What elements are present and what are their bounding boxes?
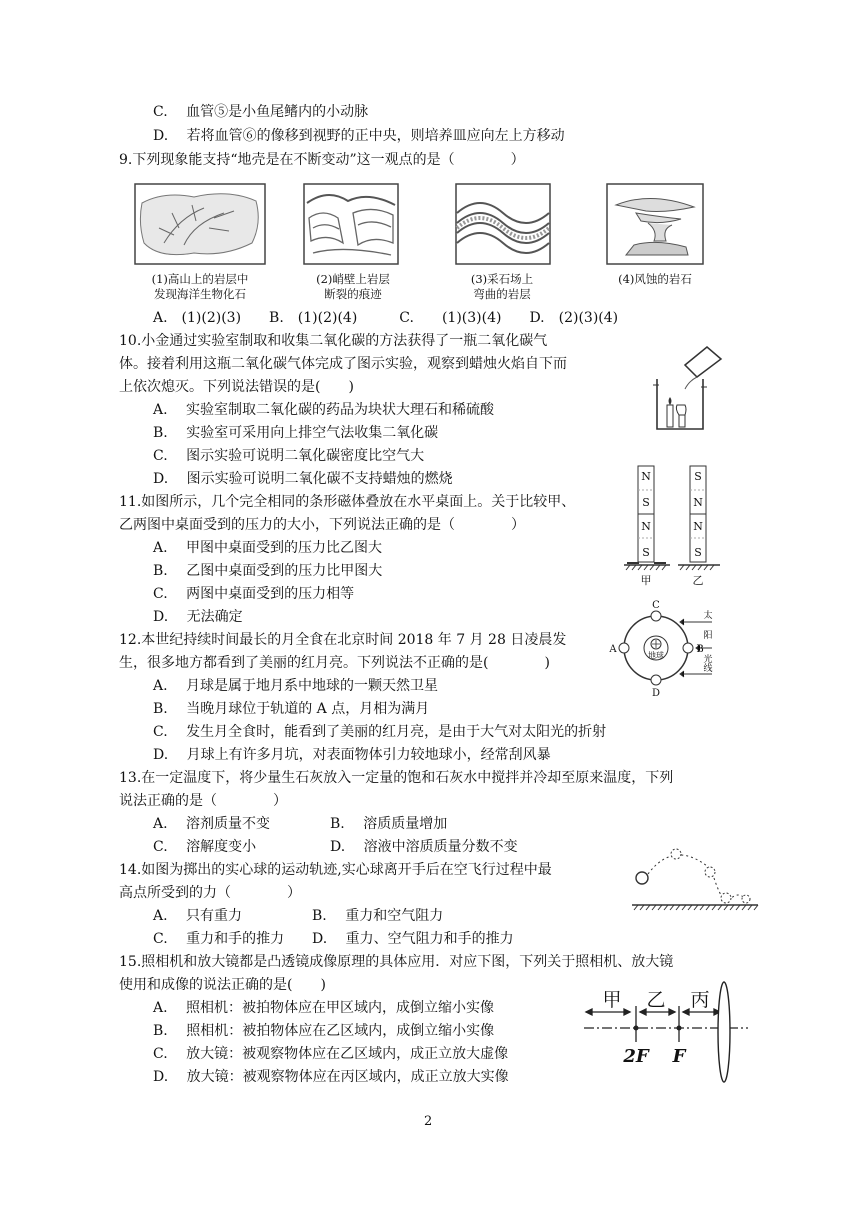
q9-figure-eroded-rock: [606, 183, 704, 269]
q14-option-a: A. 只有重力: [153, 908, 243, 924]
q12-option-c: C. 发生月全食时，能看到了美丽的红月亮，是由于大气对太阳光的折射: [153, 724, 607, 740]
q14-stem-line1: 14.如图为掷出的实心球的运动轨迹,实心球离开手后在空飞行过程中最: [119, 862, 552, 878]
magnet-left-label-2: S: [642, 496, 650, 509]
q11-magnets-figure: [622, 460, 722, 594]
q12-option-b: B. 当晚月球位于轨道的 A 点，月相为满月: [153, 701, 430, 717]
q9-caption-4: (4)风蚀的岩石: [618, 272, 692, 286]
q13-option-b: B. 溶质质量增加: [330, 816, 448, 832]
magnet-figure-yi: 乙: [692, 574, 704, 587]
q13-stem-line1: 13.在一定温度下，将少量生石灰放入一定量的饱和石灰水中搅拌并冷却至原来温度，下列: [119, 770, 674, 786]
q10-stem-line2: 体。接着利用这瓶二氧化碳气体完成了图示实验，观察到蜡烛火焰自下而: [119, 356, 567, 372]
earth-label: 地球: [648, 651, 664, 660]
sunlight-label-4: 线: [703, 664, 713, 674]
q14-option-b: B. 重力和空气阻力: [312, 908, 444, 924]
q12-stem-line2: 生，很多地方都看到了美丽的红月亮。下列说法不正确的是( ): [119, 655, 550, 671]
q12-moon-orbit-figure: [608, 598, 718, 702]
q10-option-b: B. 实验室可采用向上排空气法收集二氧化碳: [153, 425, 439, 441]
orbit-point-c: C: [652, 600, 660, 611]
q13-option-d: D. 溶液中溶质质量分数不变: [330, 839, 518, 855]
q11-option-b: B. 乙图中桌面受到的压力比甲图大: [153, 563, 383, 579]
q9-figure-cliff: [303, 183, 399, 269]
q8-option-c: C. 血管⑤是小鱼尾鳍内的小动脉: [153, 104, 369, 120]
q13-option-a: A. 溶剂质量不变: [153, 816, 271, 832]
q13-stem-line2: 说法正确的是（ ）: [119, 793, 287, 809]
magnet-left-label-3: N: [641, 520, 651, 533]
q9-caption-2: (2)峭壁上岩层 断裂的痕迹: [316, 272, 390, 301]
q9-figure-fossil: [134, 183, 266, 269]
q8-option-d: D. 若将血管⑥的像移到视野的正中央，则培养皿应向左上方移动: [153, 128, 565, 144]
q15-stem-line2: 使用和成像的说法正确的是( ): [119, 977, 326, 993]
q14-ball-trajectory-figure: [630, 842, 760, 916]
orbit-point-a: A: [609, 644, 617, 655]
q15-option-a: A. 照相机：被拍物体应在甲区域内，成倒立缩小实像: [153, 1000, 495, 1016]
q15-option-b: B. 照相机：被拍物体应在乙区域内，成倒立缩小实像: [153, 1023, 495, 1039]
q15-lens-figure: [580, 980, 750, 1090]
q11-option-c: C. 两图中桌面受到的压力相等: [153, 586, 355, 602]
q14-stem-line2: 高点所受到的力（ ）: [119, 885, 301, 901]
q14-option-c: C. 重力和手的推力: [153, 931, 285, 947]
region-bing-label: 丙: [690, 989, 710, 1011]
magnet-right-label-1: S: [694, 470, 702, 483]
magnet-right-label-2: N: [693, 496, 703, 509]
q14-option-d: D. 重力、空气阻力和手的推力: [312, 931, 514, 947]
q10-stem-line1: 10.小金通过实验室制取和收集二氧化碳的方法获得了一瓶二氧化碳气: [119, 333, 548, 349]
q9-caption-1: (1)高山上的岩层中 发现海洋生物化石: [151, 272, 249, 301]
orbit-point-d: D: [651, 688, 661, 698]
region-yi-label: 乙: [646, 989, 666, 1011]
q10-option-c: C. 图示实验可说明二氧化碳密度比空气大: [153, 448, 425, 464]
q15-option-d: D. 放大镜：被观察物体应在丙区域内，成正立放大实像: [153, 1069, 509, 1085]
q9-caption-3: (3)采石场上 弯曲的岩层: [470, 272, 534, 301]
q10-stem-line3: 上依次熄灭。下列说法错误的是( ): [119, 379, 354, 395]
magnet-left-label-4: S: [642, 546, 650, 559]
q9-figure-folded-strata: [455, 183, 551, 269]
page-number: 2: [424, 1114, 433, 1129]
q11-stem-line1: 11.如图所示，几个完全相同的条形磁体叠放在水平桌面上。关于比较甲、: [119, 494, 576, 510]
q9-options: A. (1)(2)(3) B. (1)(2)(4) C. (1)(3)(4) D. (2)(3)(4): [153, 310, 619, 326]
q12-stem-line1: 12.本世纪持续时间最长的月全食在北京时间 2018 年 7 月 28 日凌晨发: [119, 632, 567, 648]
magnet-right-label-3: N: [693, 520, 703, 533]
magnet-right-label-4: S: [694, 546, 702, 559]
orbit-point-b: B: [696, 644, 704, 655]
q9-stem: 9.下列现象能支持“地壳是在不断变动”这一观点的是（ ）: [119, 152, 525, 168]
sunlight-label-2: 阳: [703, 631, 713, 641]
q12-option-a: A. 月球是属于地月系中地球的一颗天然卫星: [153, 678, 439, 694]
q11-stem-line2: 乙两图中桌面受到的压力的大小，下列说法正确的是（ ）: [119, 517, 525, 533]
q15-option-c: C. 放大镜：被观察物体应在乙区域内，成正立放大虚像: [153, 1046, 509, 1062]
q10-option-a: A. 实验室制取二氧化碳的药品为块状大理石和稀硫酸: [153, 402, 495, 418]
q12-option-d: D. 月球上有许多月坑，对表面物体引力较地球小，经常刮风暴: [153, 747, 551, 763]
magnet-left-label-1: N: [641, 470, 651, 483]
region-jia-label: 甲: [602, 989, 622, 1011]
q11-option-a: A. 甲图中桌面受到的压力比乙图大: [153, 540, 383, 556]
sunlight-label-3: 光: [703, 655, 713, 665]
q10-option-d: D. 图示实验可说明二氧化碳不支持蜡烛的燃烧: [153, 471, 453, 487]
sunlight-label-1: 太: [703, 611, 713, 621]
q13-option-c: C. 溶解度变小: [153, 839, 257, 855]
focal-f-label: F: [672, 1046, 686, 1067]
q10-co2-candle-figure: [645, 345, 725, 441]
q11-option-d: D. 无法确定: [153, 609, 243, 625]
q15-stem-line1: 15.照相机和放大镜都是凸透镜成像原理的具体应用．对应下图，下列关于照相机、放大镜: [119, 954, 674, 970]
focal-2f-label: 2F: [623, 1046, 649, 1067]
magnet-figure-jia: 甲: [640, 574, 652, 587]
